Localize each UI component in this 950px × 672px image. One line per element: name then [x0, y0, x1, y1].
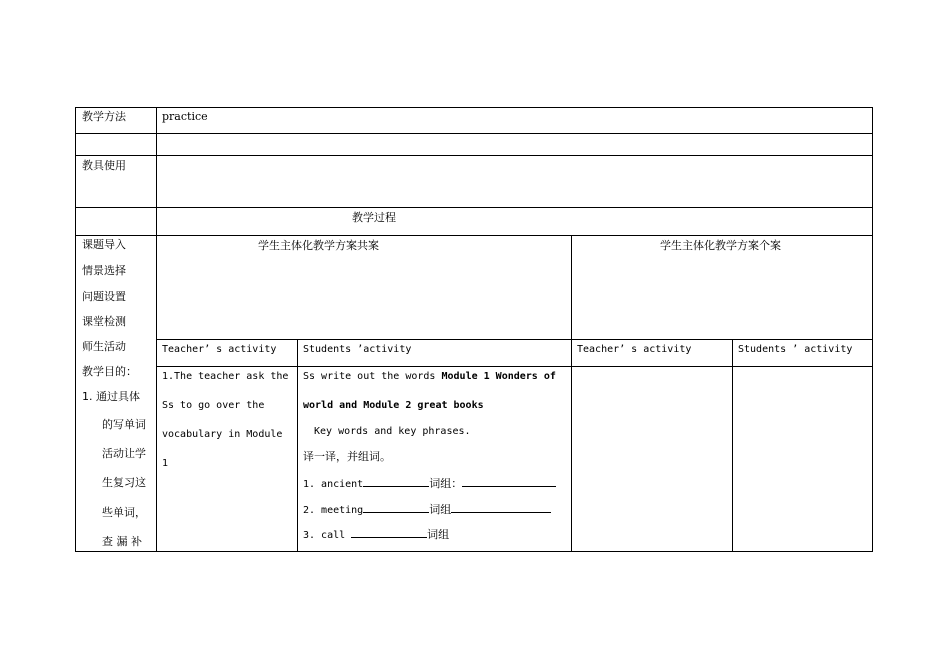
student-text-line-4: 译一译，并组词。: [303, 450, 391, 463]
method-label: 教学方法: [82, 110, 126, 123]
teacher-text-line: Ss to go over the: [162, 400, 265, 411]
table-border-bottom: [75, 551, 873, 552]
student-text-line-2: world and Module 2 great books: [303, 400, 484, 411]
left-label: 课题导入: [82, 238, 126, 251]
row-divider: [75, 133, 873, 134]
student-text-bold: Module 1 Wonders of: [441, 371, 556, 382]
row-divider: [75, 235, 873, 236]
answer-blank: [363, 501, 429, 513]
row-divider: [156, 339, 873, 340]
teacher-text-line: 1: [162, 458, 169, 469]
vocab-word: 3. call: [303, 530, 352, 541]
column-divider: [571, 235, 572, 552]
goal-line: 些单词，: [102, 506, 146, 519]
vocab-phrase-label: 词组: [427, 528, 450, 541]
teacher-text-line: 1.The teacher ask the: [162, 371, 289, 382]
method-value: practice: [162, 110, 208, 123]
common-plan-title: 学生主体化教学方案共案: [258, 239, 379, 252]
table-border-right: [872, 107, 873, 552]
column-divider: [732, 339, 733, 552]
vocab-item-2: [303, 501, 551, 518]
row-divider: [75, 155, 873, 156]
process-title: 教学过程: [352, 211, 396, 224]
table-border-left: [75, 107, 76, 552]
left-label: 情景选择: [82, 264, 126, 277]
vocab-phrase-label: 词组：: [429, 477, 463, 490]
lesson-plan-table: [75, 107, 873, 552]
personal-plan-title: 学生主体化教学方案个案: [660, 239, 781, 252]
row-divider: [156, 366, 873, 367]
student-text-line-1: [303, 370, 556, 384]
answer-blank: [351, 526, 427, 538]
students-activity-header-2: Students ’ activity: [738, 344, 853, 355]
table-border-top: [75, 107, 873, 108]
teacher-activity-header-2: Teacher’ s activity: [577, 344, 692, 355]
left-label: 师生活动: [82, 340, 126, 353]
vocab-word: 1. ancient: [303, 479, 364, 490]
tools-label: 教具使用: [82, 159, 126, 172]
teacher-text-line: vocabulary in Module: [162, 429, 283, 440]
column-divider: [156, 107, 157, 552]
vocab-word: 2. meeting: [303, 505, 364, 516]
vocab-item-1: [303, 475, 556, 492]
row-divider: [75, 207, 873, 208]
students-activity-header: Students ’activity: [303, 344, 412, 355]
vocab-phrase-label: 词组: [429, 503, 452, 516]
column-divider: [297, 339, 298, 552]
left-label: 问题设置: [82, 290, 126, 303]
answer-blank: [462, 475, 556, 487]
answer-blank: [363, 475, 429, 487]
goal-line: 的写单词: [102, 418, 146, 431]
goal-line: 生复习这: [102, 476, 146, 489]
student-text-prefix: Ss write out the words: [303, 371, 442, 382]
teacher-activity-header: Teacher’ s activity: [162, 344, 277, 355]
goal-line: 查 漏 补: [102, 535, 142, 548]
left-label: 教学目的：: [82, 365, 137, 378]
vocab-item-3: [303, 526, 449, 543]
goal-line: 1. 通过具体: [82, 390, 140, 403]
goal-line: 活动让学: [102, 447, 146, 460]
left-label: 课堂检测: [82, 315, 126, 328]
student-text-line-3: Key words and key phrases.: [314, 426, 471, 437]
answer-blank: [451, 501, 551, 513]
